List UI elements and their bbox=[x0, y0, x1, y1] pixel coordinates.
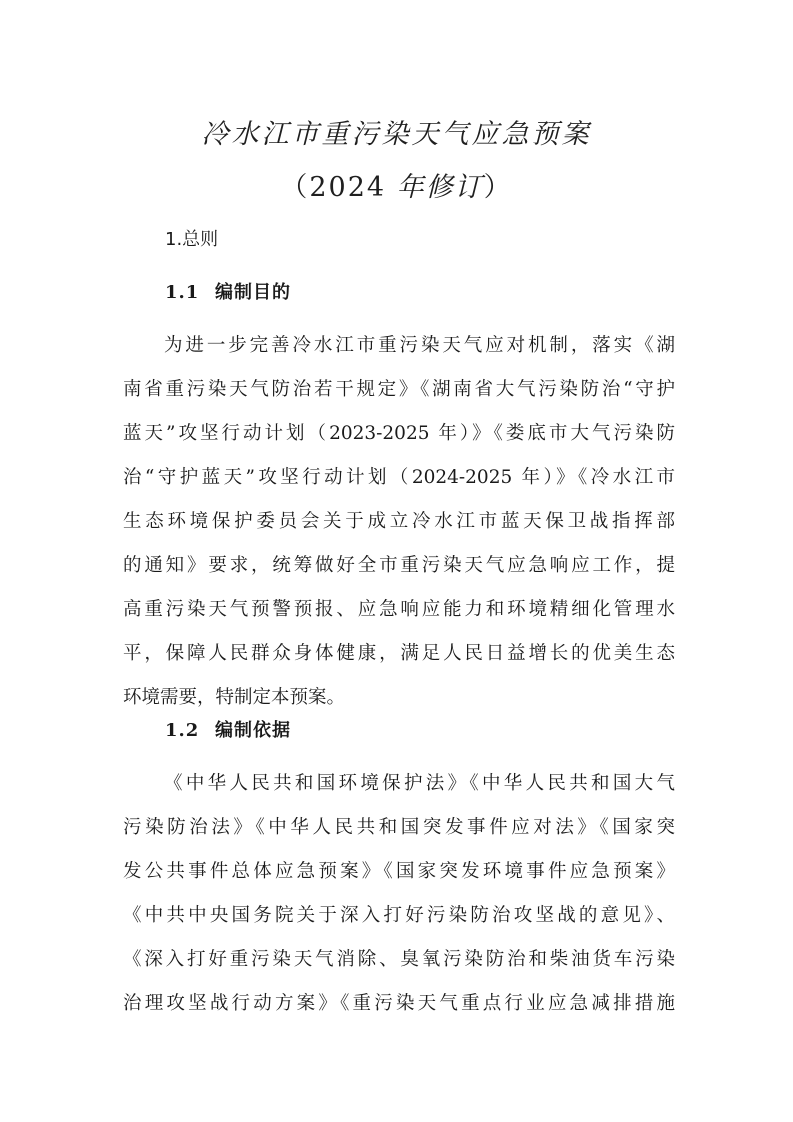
paragraph-line: 蓝天”攻坚行动计划（2023-2025 年）》《娄底市大气污染防 bbox=[123, 423, 675, 444]
paragraph-line: 为进一步完善冷水江市重污染天气应对机制，落实《湖 bbox=[164, 335, 675, 356]
paragraph-line: 环境需要，特制定本预案。 bbox=[123, 687, 346, 708]
section-number: 1.2 bbox=[165, 720, 200, 741]
section-label: 编制目的 bbox=[215, 282, 291, 303]
document-subtitle bbox=[0, 165, 793, 204]
paragraph-line: 高重污染天气预警预报、应急响应能力和环境精细化管理水 bbox=[123, 599, 675, 620]
paragraph-line: 南省重污染天气防治若干规定》《湖南省大气污染防治“守护 bbox=[123, 379, 675, 400]
subtitle-revision: 年修订 bbox=[396, 172, 484, 203]
paragraph-line: 平，保障人民群众身体健康，满足人民日益增长的优美生态 bbox=[123, 643, 675, 664]
section-heading-1-1 bbox=[165, 278, 291, 304]
paragraph-line: 《中华人民共和国环境保护法》《中华人民共和国大气 bbox=[164, 773, 675, 794]
chapter-heading: 1.总则 bbox=[165, 229, 219, 250]
paragraph-line: 发公共事件总体应急预案》《国家突发环境事件应急预案》 bbox=[123, 861, 675, 882]
document-title: 冷水江市重污染天气应急预案 bbox=[201, 119, 592, 150]
section-number: 1.1 bbox=[165, 282, 200, 303]
subtitle-open: （2024 bbox=[280, 172, 397, 203]
section-heading-1-2 bbox=[165, 716, 291, 742]
subtitle-close: ） bbox=[483, 172, 513, 203]
paragraph-line: 生态环境保护委员会关于成立冷水江市蓝天保卫战指挥部 bbox=[123, 511, 675, 532]
paragraph-purpose bbox=[123, 324, 675, 720]
paragraph-line: 污染防治法》《中华人民共和国突发事件应对法》《国家突 bbox=[123, 817, 675, 838]
paragraph-line: 治理攻坚战行动方案》《重污染天气重点行业应急减排措施 bbox=[123, 993, 675, 1014]
paragraph-line: 治“守护蓝天”攻坚行动计划（2024-2025 年）》《冷水江市 bbox=[123, 467, 675, 488]
section-label: 编制依据 bbox=[215, 720, 291, 741]
paragraph-line: 《中共中央国务院关于深入打好污染防治攻坚战的意见》、 bbox=[123, 905, 675, 926]
paragraph-line: 的通知》要求，统筹做好全市重污染天气应急响应工作，提 bbox=[123, 555, 675, 576]
paragraph-basis bbox=[123, 762, 675, 1026]
paragraph-line: 《深入打好重污染天气消除、臭氧污染防治和柴油货车污染 bbox=[123, 949, 675, 970]
